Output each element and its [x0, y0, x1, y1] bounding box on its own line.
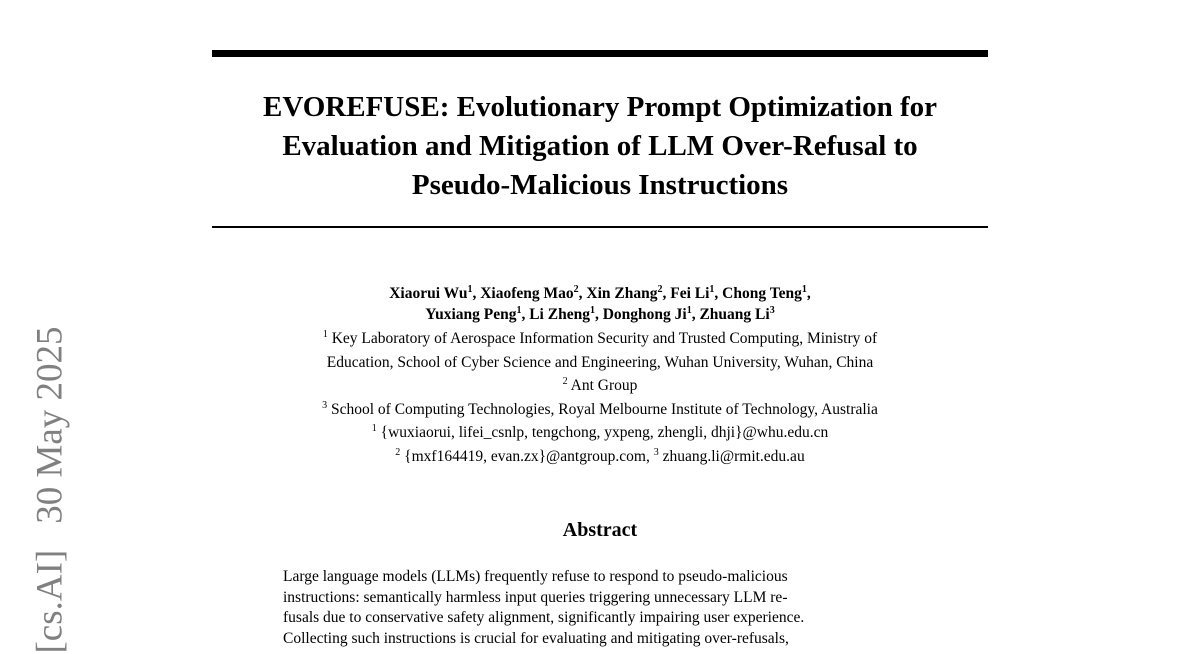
- title-line-1: EVOREFUSE: Evolutionary Prompt Optimization for: [263, 91, 937, 123]
- affiliations: [212, 327, 988, 468]
- paper-title: [212, 88, 988, 205]
- arxiv-category: [cs.AI]: [29, 549, 71, 654]
- abstract-line: instructions: semantically harmless input queries triggering unnecessary LLM re-: [283, 588, 788, 606]
- arxiv-date: 30 May 2025: [29, 326, 71, 524]
- title-rule: [212, 226, 988, 228]
- abstract-line: Collecting such instructions is crucial for evaluating and mitigating over-refusals,: [283, 629, 789, 647]
- affiliation-2: $^2$ Ant Group: [562, 375, 638, 394]
- email-line-1: $^1$ {wuxiaorui, lifei_csnlp, tengchong, yxpeng, zhengli, dhji}@whu.edu.cn: [371, 422, 829, 441]
- author: Chong Teng: [722, 285, 802, 302]
- author: Donghong Ji: [602, 306, 687, 323]
- author: Xiaofeng Mao: [480, 285, 574, 302]
- abstract-line: Large language models (LLMs) frequently refuse to respond to pseudo-malicious: [283, 568, 788, 585]
- top-rule: [212, 50, 988, 57]
- abstract-line: fusals due to conservative safety alignment, significantly impairing user experience.: [283, 609, 805, 626]
- author: Xiaorui Wu: [389, 285, 468, 302]
- author: Xin Zhang: [586, 285, 658, 302]
- author-line-1: Xiaorui Wu$^1$, Xiaofeng Mao$^2$, Xin Zhang$^2$, Fei Li$^1$, Chong Teng$^1$,: [389, 283, 811, 302]
- title-refuse: REFUSE: [325, 91, 440, 123]
- affiliation-1: $^1$ Key Laboratory of Aerospace Information Security and Trusted Computing, Ministry of: [322, 328, 878, 347]
- title-line-2: Evaluation and Mitigation of LLM Over-Refusal to: [282, 130, 918, 162]
- abstract-body: [283, 567, 923, 649]
- author: Yuxiang Peng: [425, 306, 517, 323]
- title-evo: EVO: [263, 91, 326, 123]
- email-line-2: $^2$ {mxf164419, evan.zx}@antgroup.com, $^3$ zhuang.li@rmit.edu.au: [395, 446, 805, 465]
- title-line-3: Pseudo-Malicious Instructions: [411, 169, 789, 201]
- arxiv-sidebar-stamp: [29, 326, 72, 653]
- author-list: [212, 283, 988, 325]
- affiliation-1-cont: Education, School of Cyber Science and Engineering, Wuhan University, Wuhan, China: [326, 353, 874, 371]
- author: Fei Li: [670, 285, 710, 302]
- author: Li Zheng: [529, 306, 590, 323]
- abstract-heading: Abstract: [562, 519, 638, 541]
- author: Zhuang Li: [699, 306, 770, 323]
- affiliation-3: $^3$ School of Computing Technologies, Royal Melbourne Institute of Technology, Australia: [322, 399, 878, 418]
- author-line-2: Yuxiang Peng$^1$, Li Zheng$^1$, Donghong Ji$^1$, Zhuang Li$^3$: [425, 304, 775, 323]
